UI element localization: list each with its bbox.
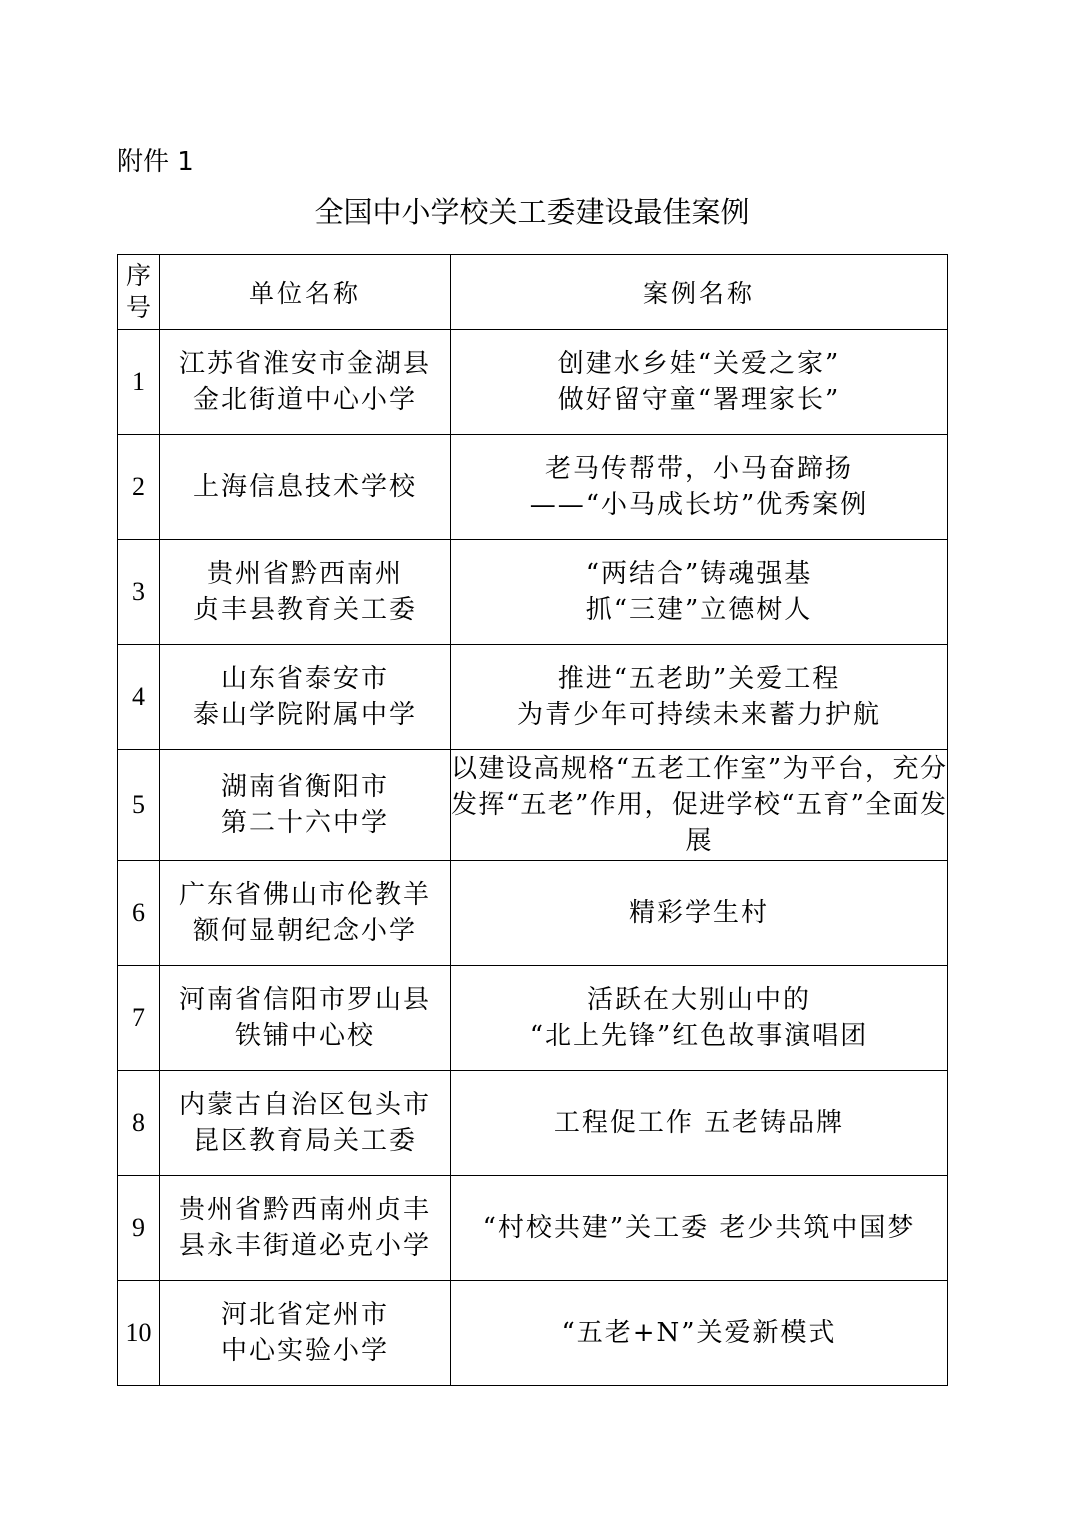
- unit-name-line: 贵州省黔西南州贞丰: [178, 1195, 431, 1225]
- row-number: 2: [118, 435, 160, 540]
- table-row: [118, 540, 948, 645]
- row-number: 10: [118, 1281, 160, 1386]
- unit-name-line: 内蒙古自治区包头市: [178, 1090, 431, 1120]
- column-header-number-line1: 序: [125, 261, 151, 290]
- unit-name-line: 湖南省衡阳市: [220, 772, 389, 802]
- case-name-line: 推进“五老助”关爱工程: [557, 664, 841, 694]
- case-name-line: 活跃在大别山中的: [586, 985, 811, 1015]
- unit-name-line: 金北街道中心小学: [192, 385, 417, 415]
- unit-name-line: 中心实验小学: [220, 1336, 389, 1366]
- table-row: [118, 435, 948, 540]
- table-row: [118, 750, 948, 861]
- row-number: 8: [118, 1071, 160, 1176]
- case-name-cell: [451, 1176, 948, 1281]
- case-name-line: 抓“三建”立德树人: [585, 595, 813, 625]
- unit-name-cell: [160, 1176, 451, 1281]
- row-number: 1: [118, 330, 160, 435]
- case-name-cell: [451, 435, 948, 540]
- case-name-cell: [451, 750, 948, 861]
- unit-name-cell: [160, 861, 451, 966]
- table-row: [118, 861, 948, 966]
- row-number: 4: [118, 645, 160, 750]
- unit-name-line: 泰山学院附属中学: [192, 700, 417, 730]
- unit-name-line: 河北省定州市: [220, 1300, 389, 1330]
- row-number: 5: [118, 750, 160, 861]
- document-title: 全国中小学校关工委建设最佳案例: [314, 195, 750, 229]
- unit-name-line: 第二十六中学: [220, 808, 389, 838]
- attachment-label: 附件 1: [117, 147, 194, 177]
- unit-name-line: 县永丰街道必克小学: [178, 1231, 431, 1261]
- case-name-cell: [451, 1071, 948, 1176]
- case-name-line: “五老+N”关爱新模式: [561, 1318, 837, 1348]
- case-name-line: 精彩学生村: [628, 898, 769, 928]
- case-name-line: 老马传帮带，小马奋蹄扬: [544, 454, 853, 484]
- case-name-line: 为青少年可持续未来蓄力护航: [516, 700, 881, 730]
- case-name-line: 工程促工作 五老铸品牌: [553, 1108, 845, 1138]
- case-name-line: ——“小马成长坊”优秀案例: [529, 490, 869, 520]
- column-header-unit: 单位名称: [160, 255, 451, 330]
- unit-name-cell: [160, 540, 451, 645]
- case-name-cell: [451, 540, 948, 645]
- unit-name-cell: [160, 435, 451, 540]
- table-row: [118, 1071, 948, 1176]
- unit-name-line: 额何显朝纪念小学: [192, 916, 417, 946]
- column-header-number-line2: 号: [125, 293, 151, 322]
- row-number: 3: [118, 540, 160, 645]
- unit-name-cell: [160, 1281, 451, 1386]
- case-name-line: “北上先锋”红色故事演唱团: [529, 1021, 869, 1051]
- unit-name-line: 铁铺中心校: [234, 1021, 375, 1051]
- unit-name-cell: [160, 645, 451, 750]
- column-header-number: [118, 255, 160, 330]
- unit-name-cell: [160, 966, 451, 1071]
- case-name-line: “两结合”铸魂强基: [585, 559, 813, 589]
- row-number: 9: [118, 1176, 160, 1281]
- row-number: 7: [118, 966, 160, 1071]
- unit-name-line: 上海信息技术学校: [192, 472, 417, 502]
- case-name-cell: [451, 966, 948, 1071]
- unit-name-line: 广东省佛山市伦教羊: [178, 880, 431, 910]
- table-row: [118, 1176, 948, 1281]
- case-name-line: 以建设高规格“五老工作室”为平台，充分发挥“五老”作用，促进学校“五育”全面发展: [451, 754, 947, 856]
- unit-name-line: 江苏省淮安市金湖县: [178, 349, 431, 379]
- case-name-cell: [451, 1281, 948, 1386]
- table-row: [118, 1281, 948, 1386]
- table-row: [118, 966, 948, 1071]
- table-row: [118, 330, 948, 435]
- unit-name-line: 河南省信阳市罗山县: [178, 985, 431, 1015]
- row-number: 6: [118, 861, 160, 966]
- case-name-cell: [451, 861, 948, 966]
- column-header-case: 案例名称: [451, 255, 948, 330]
- case-name-cell: [451, 330, 948, 435]
- table-header-row: [118, 255, 948, 330]
- case-name-line: “村校共建”关工委 老少共筑中国梦: [482, 1213, 916, 1243]
- unit-name-cell: [160, 750, 451, 861]
- case-name-line: 做好留守童“署理家长”: [557, 385, 841, 415]
- unit-name-cell: [160, 1071, 451, 1176]
- table-row: [118, 645, 948, 750]
- best-cases-table: [117, 254, 948, 1386]
- unit-name-line: 山东省泰安市: [220, 664, 389, 694]
- case-name-cell: [451, 645, 948, 750]
- unit-name-line: 贞丰县教育关工委: [192, 595, 417, 625]
- unit-name-line: 昆区教育局关工委: [192, 1126, 417, 1156]
- unit-name-cell: [160, 330, 451, 435]
- case-name-line: 创建水乡娃“关爱之家”: [557, 349, 841, 379]
- unit-name-line: 贵州省黔西南州: [206, 559, 403, 589]
